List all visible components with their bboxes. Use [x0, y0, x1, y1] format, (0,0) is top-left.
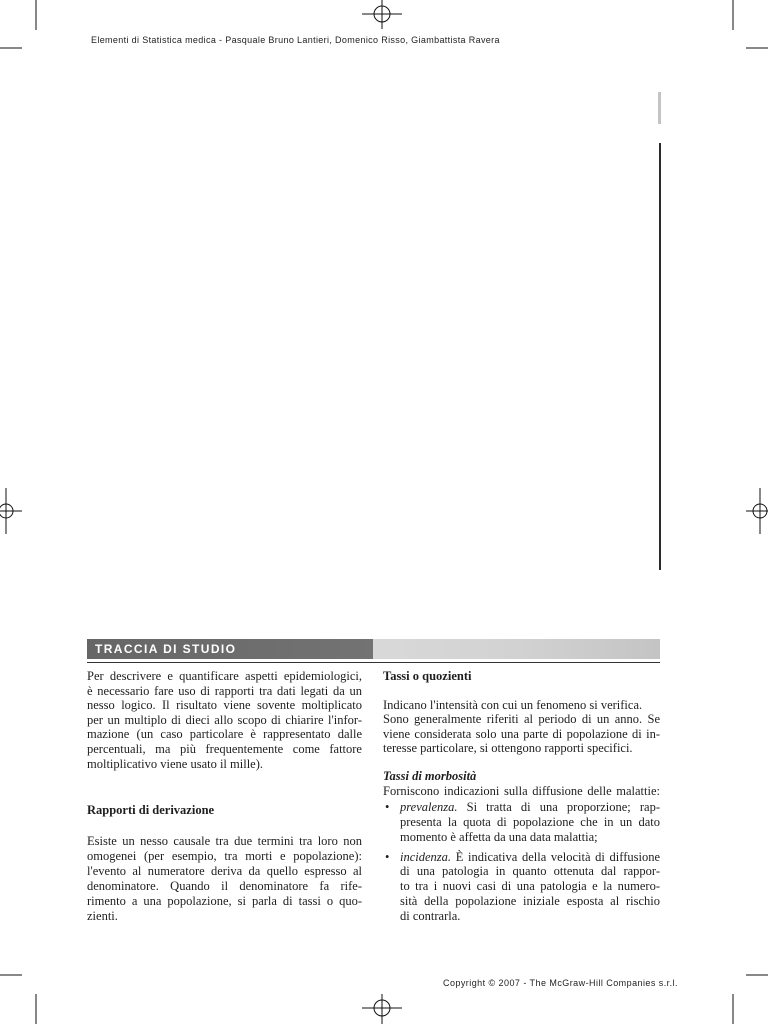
- list-item-text: [400, 800, 660, 846]
- text-line: mazione (un caso particolare è rappresentato dalle: [87, 727, 362, 742]
- text-line: moltiplicativo viene usato il mille).: [87, 756, 264, 771]
- text-line: Esiste un nesso causale tra due termini tra loro non: [87, 833, 362, 848]
- text-line: sità della popolazione iniziale esposta al rischio: [400, 893, 660, 908]
- text-line: Indicano l'intensità con cui un fenomeno si verifica.: [383, 698, 643, 712]
- text-line: di una patologia in quanto ottenuta dal rappor-: [400, 864, 660, 879]
- section-banner-rule: [87, 662, 660, 663]
- text-line-rest: Si tratta di una proporzione; rap-: [466, 799, 660, 814]
- copyright-notice: Copyright © 2007 - The McGraw-Hill Companies s.r.l.: [443, 978, 678, 988]
- running-title: Elementi di Statistica medica - Pasquale Bruno Lantieri, Domenico Risso, Giambattista Ravera: [91, 35, 500, 45]
- text-line: zienti.: [87, 908, 118, 923]
- text-line: momento è affetta da una data malattia;: [400, 830, 598, 845]
- section-heading-tassi: Tassi o quozienti: [383, 669, 472, 683]
- bullet-icon: •: [385, 799, 390, 814]
- list-item-prevalenza: [383, 800, 660, 846]
- text-line: presenta la quota di popolazione che in un dato: [400, 814, 660, 829]
- text-line: Per descrivere e quantificare aspetti epidemiologici,: [87, 669, 362, 683]
- list-item-incidenza: [383, 850, 660, 924]
- text-line: Forniscono indicazioni sulla diffusione delle malattie:: [383, 784, 660, 798]
- morbosita-intro: [383, 784, 660, 799]
- text-line: [400, 850, 660, 865]
- registration-mark-left: [0, 488, 22, 534]
- side-tab-marker: [658, 92, 661, 124]
- text-line-rest: È indicativa della velocità di diffusione: [455, 849, 660, 864]
- section-banner-label-box: [87, 639, 373, 659]
- registration-circle: [374, 6, 390, 22]
- text-line: to tra i nuovi casi di una patologia e la numero-: [400, 879, 660, 894]
- text-line: di contrarla.: [400, 908, 461, 923]
- text-line: omogenei (per esempio, tra morti e popolazione):: [87, 848, 362, 863]
- section-banner-title: TRACCIA DI STUDIO: [95, 642, 237, 656]
- rapporti-paragraph: [87, 834, 362, 924]
- text-line: percentuali, ma più frequentemente come fattore: [87, 741, 362, 756]
- registration-circle: [374, 1000, 390, 1016]
- text-line: Sono generalmente riferiti al periodo di un anno. Se: [383, 712, 660, 727]
- section-heading-rapporti: Rapporti di derivazione: [87, 803, 215, 817]
- intro-paragraph: [87, 669, 362, 771]
- text-line: rimento a una popolazione, si parla di tassi o quo-: [87, 893, 362, 908]
- section-heading-morbosita: Tassi di morbosità: [383, 769, 477, 783]
- text-line: [400, 800, 660, 815]
- side-vertical-rule: [659, 143, 661, 570]
- text-line: viene considerata solo una parte di popolazione di in-: [383, 726, 660, 741]
- registration-mark-bottom: [362, 994, 402, 1024]
- tassi-paragraph: [383, 698, 660, 756]
- section-banner: [87, 639, 660, 659]
- text-line: nesso logico. Il risultato viene sovente moltiplicato: [87, 698, 362, 713]
- term-prevalenza: prevalenza.: [400, 799, 458, 814]
- bullet-icon: •: [385, 849, 390, 864]
- text-line: teresse particolare, si ottengono rapporti specifici.: [383, 741, 633, 756]
- registration-circle: [753, 504, 767, 518]
- registration-circle: [0, 504, 13, 518]
- registration-mark-right: [746, 488, 768, 534]
- text-line: denominatore. Quando il denominatore fa rife-: [87, 878, 362, 893]
- term-incidenza: incidenza.: [400, 849, 452, 864]
- text-line: per un multiplo di dieci allo scopo di chiarire l'infor-: [87, 712, 362, 727]
- text-line: è necessario fare uso di rapporti tra dati legati da un: [87, 683, 362, 698]
- list-item-text: [400, 850, 660, 924]
- text-line: l'evento al numeratore deriva da quello espresso al: [87, 863, 362, 878]
- registration-mark-top: [362, 0, 402, 29]
